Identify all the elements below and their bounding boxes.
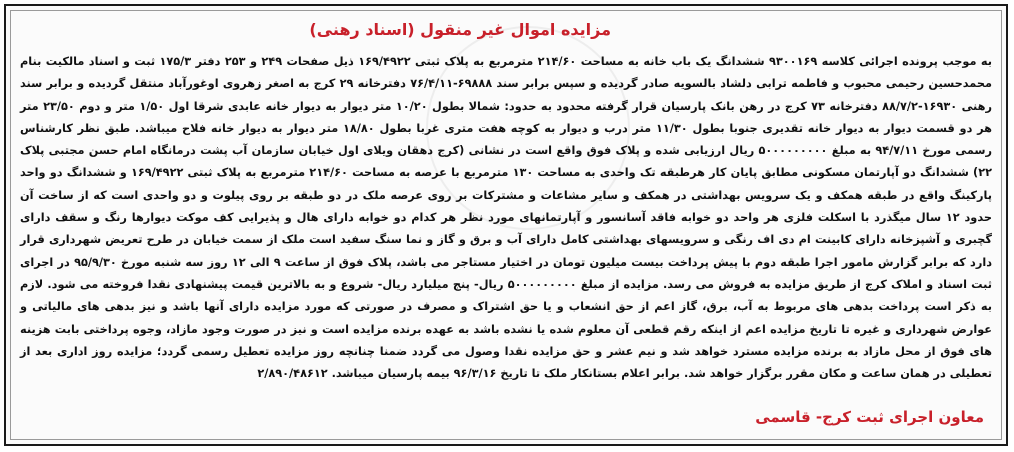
notice-body <box>20 51 992 385</box>
notice-signature: معاون اجرای ثبت کرج- قاسمی <box>755 408 984 426</box>
notice-frame <box>4 4 1008 446</box>
notice-body-paragraph: به موجب پرونده اجرائی کلاسه ۹۳۰۰۱۶۹ ششدانگ یک باب خانه به مساحت ۲۱۴/۶۰ مترمربع به پلاک ثبتی ۱۶۹/۴۹۲۲ ذیل صفحات ۲۴۹ و ۲۵۳ دفتر ۱۷۵/۳ ثبت و اسناد مالکیت بنام محمدحسین رحیمی محبوب و فاطمه ترابی دلشاد بالسویه صادر گردیده و سپس برابر سند ۶۹۸۸۸-۷۶/۴/۱۱ دفترخانه ۲۹ کرج به اصغر زهروی اوغورآباد منتقل گردیده و برابر سند رهنی ۱۶۹۳۰-۸۸/۷/۲ دفترخانه ۷۳ کرج در رهن بانک پارسیان قرار گرفته محدود به حدود: شمالا بطول ۱۰/۲۰ متر دیوار به دیوار خانه عابدی شرقا اول ۱/۵۰ متر و دوم ۲۳/۵۰ متر هر دو قسمت دیوار به دیوار خانه تقدیری جنوبا بطول ۱۱/۳۰ متر درب و دیوار به کوچه هفت متری غربا بطول ۱۸/۸۰ متر دیوار به دیوار خانه فلاح میباشد. طبق نظر کارشناس رسمی مورخ ۹۴/۷/۱۱ به مبلغ ۵۰۰۰۰۰۰۰۰۰ ریال ارزیابی شده و پلاک فوق واقع است در نشانی (کرج دهقان ویلای اول خیابان سازمان آب پشت درمانگاه امام حسن مجتبی پلاک ۲۲) ششدانگ دو آپارتمان مسکونی مطابق پایان کار هرطبقه تک واحدی به مساحت ۱۳۰ مترمربع با عرصه به مساحت ۲۱۴/۶۰ مترمربع به پلاک ثبتی ۱۶۹/۴۹۲۲ و ششدانگ دو واحد پارکینگ واقع در طبقه همکف و یک سرویس بهداشتی در همکف و سایر مشاعات و مشترکات بر روی عرصه ملک در دو طبقه بر روی پیلوت و دو واحدی است که از ساخت آن حدود ۱۲ سال میگذرد با اسکلت فلزی هر واحد دو خوابه فاقد آسانسور و آپارتمانهای مورد نظر هر کدام دو خوابه دارای هال و پذیرایی کف موکت دیوارها رنگ و سقف دارای گچبری و آشپزخانه دارای کابینت ام دی اف رنگی و سرویسهای بهداشتی کامل دارای آب و برق و گاز و نما سنگ سفید است ملک از سمت خیابان در طرح تعریض شهرداری قرار دارد که برابر گزارش مامور اجرا طبقه دوم با پیش پرداخت بیست میلیون تومان در اختیار مستاجر می باشد، پلاک فوق از ساعت ۹ الی ۱۲ روز سه شنبه مورخ ۹۵/۹/۳۰ در اجرای ثبت اسناد و املاک کرج از طریق مزایده به فروش می رسد. مزایده از مبلغ ۵۰۰۰۰۰۰۰۰۰ ریال- پنج میلیارد ریال- شروع و به بالاترین قیمت پیشنهادی نقدا فروخته می شود. لازم به ذکر است پرداخت بدهی های مربوط به آب، برق، گاز اعم از حق انشعاب و یا حق اشتراک و مصرف در صورتی که مورد مزایده دارای آنها باشد و نیز بدهی های مالیاتی و عوارض شهرداری و غیره تا تاریخ مزایده اعم از اینکه رقم قطعی آن معلوم شده یا نشده باشد به عهده برنده مزایده است و نیز در صورت وجود مازاد، وجوه پرداختی بابت هزینه های فوق از محل مازاد به برنده مزایده مسترد خواهد شد و نیم عشر و حق مزایده نقدا وصول می گردد ضمنا چنانچه روز مزایده تعطیل رسمی گردد؛ مزایده روز اداری بعد از تعطیلی در همان ساعت و مکان مقرر برگزار خواهد شد. برابر اعلام بستانکار ملک تا تاریخ ۹۶/۳/۱۶ بیمه پارسیان میباشد. ۲/۸۹۰/۴۸۶۱۲ <box>20 55 993 381</box>
notice-title: مزایده اموال غیر منقول (اسناد رهنی) <box>309 20 611 39</box>
